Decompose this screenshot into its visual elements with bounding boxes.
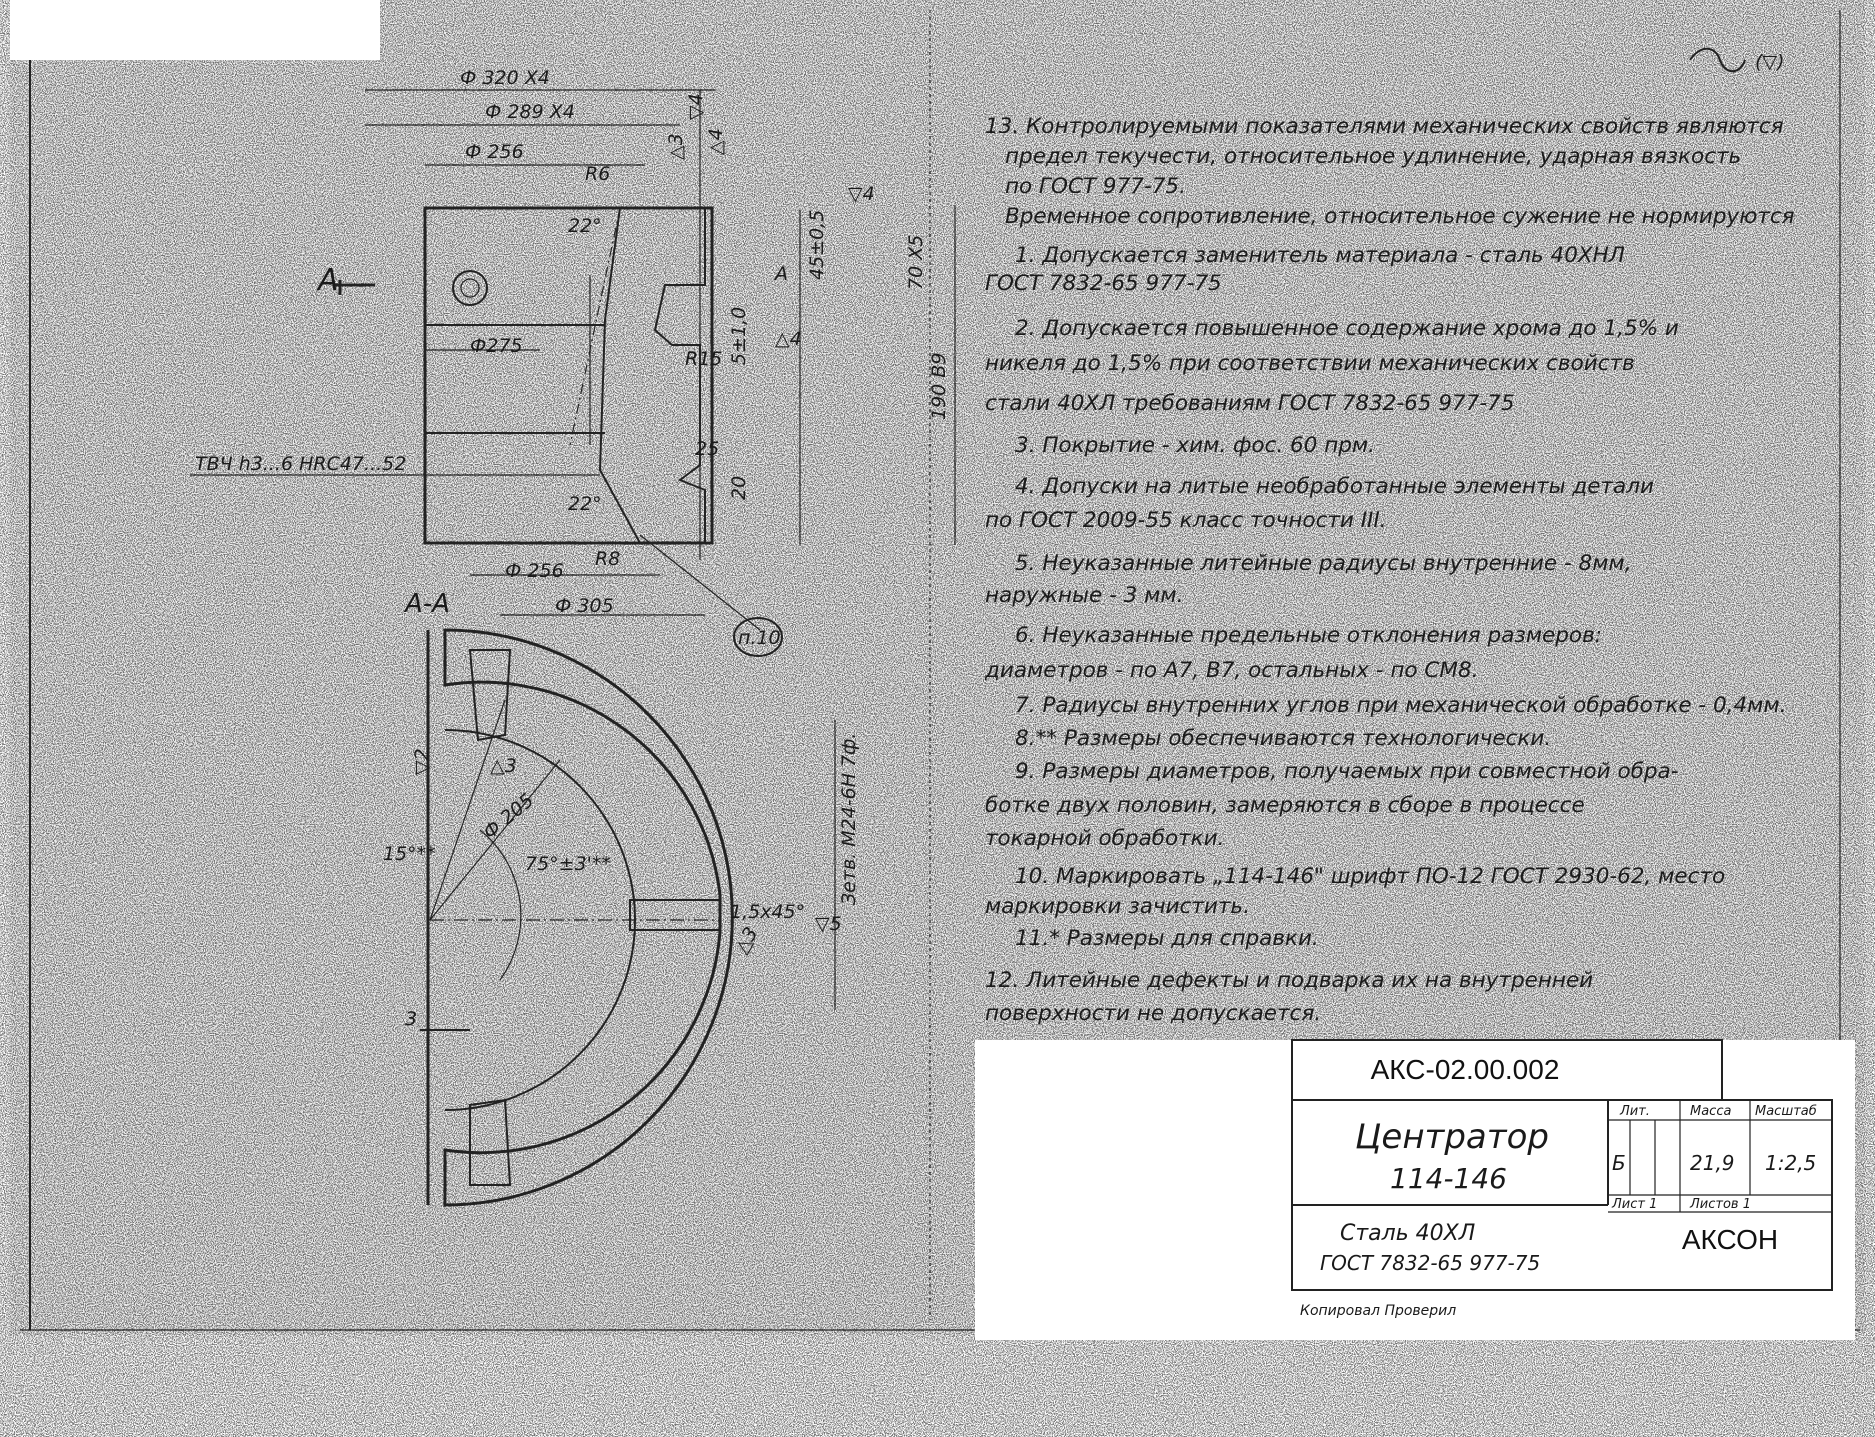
dim-5: 5±1,0 xyxy=(728,306,750,365)
leader-callout-label: п.10 xyxy=(738,627,781,649)
title-block-material-standard: ГОСТ 7832-65 977-75 xyxy=(1320,1251,1541,1275)
document-code: АКС-02.00.002 xyxy=(1370,1054,1560,1085)
surface-mark-1: ▽4 xyxy=(848,183,875,205)
dim-20: 20 xyxy=(728,475,750,500)
note-line: диаметров - по А7, В7, остальных - по СМ8. xyxy=(985,658,1479,683)
dim-d256-top: Ф 256 xyxy=(465,141,524,163)
note-line: 9. Размеры диаметров, получаемых при совместной обра- xyxy=(1015,759,1679,784)
title-block-sheets: Листов 1 xyxy=(1690,1197,1751,1212)
dim-45: 45±0,5 xyxy=(806,209,828,280)
note-line: стали 40ХЛ требованиям ГОСТ 7832-65 977-75 xyxy=(985,391,1515,416)
surface-mark-5: △4 xyxy=(775,328,802,350)
section-marker: А xyxy=(318,263,339,298)
dim-3: 3 xyxy=(405,1008,418,1030)
title-block-mass-header: Масса xyxy=(1690,1104,1732,1119)
dim-d305: Ф 305 xyxy=(555,595,614,617)
dim-r8: R8 xyxy=(595,548,621,570)
dim-d256-bottom: Ф 256 xyxy=(505,560,564,582)
note-line: наружные - 3 мм. xyxy=(985,583,1184,608)
dim-r15: R15 xyxy=(685,348,723,370)
side-thread-label: Зетв. М24-6Н 7ф. xyxy=(838,732,860,905)
note-line: ботке двух половин, замеряются в сборе в процессе xyxy=(985,793,1585,818)
organization-name: АКСОН xyxy=(1681,1224,1779,1255)
note-line: 6. Неуказанные предельные отклонения размеров: xyxy=(1015,623,1602,648)
note-line: токарной обработки. xyxy=(985,826,1225,851)
note-line: 5. Неуказанные литейные радиусы внутренние - 8мм, xyxy=(1015,551,1632,576)
note-line: 10. Маркировать „114-146" шрифт ПО-12 ГОСТ 2930-62, место xyxy=(1015,864,1726,889)
dim-angle-22-top: 22° xyxy=(568,215,602,237)
note-line: 2. Допускается повышенное содержание хрома до 1,5% и xyxy=(1015,316,1679,341)
dim-190: 190 В9 xyxy=(928,352,950,420)
white-patch-top xyxy=(10,0,380,60)
dim-angle-22-bottom: 22° xyxy=(568,493,602,515)
dim-d320: Ф 320 Х4 xyxy=(460,67,550,89)
surface-mark-7: △3 xyxy=(490,755,517,777)
title-block-part-name: Центратор xyxy=(1355,1117,1549,1157)
note-line: 1. Допускается заменитель материала - сталь 40ХНЛ xyxy=(1015,243,1625,268)
title-block-sheet: Лист 1 xyxy=(1612,1197,1658,1212)
title-block-scale-value: 1:2,5 xyxy=(1765,1151,1817,1175)
heat-treatment-label: ТВЧ h3...6 HRC47...52 xyxy=(195,453,407,475)
note-line: 11.* Размеры для справки. xyxy=(1015,926,1319,951)
note-line: Временное сопротивление, относительное сужение не нормируются xyxy=(1005,204,1795,229)
surface-mark-9: △3 xyxy=(730,923,763,958)
surface-mark-2: ▽4 xyxy=(685,93,707,120)
note-line: 3. Покрытие - хим. фос. 60 прм. xyxy=(1015,433,1375,458)
dim-25: 25 xyxy=(695,438,720,460)
section-title: А-А xyxy=(405,589,450,619)
dim-angle-15: 15°** xyxy=(383,843,436,865)
view-letter-a: А xyxy=(775,263,788,285)
title-block-scale-header: Масштаб xyxy=(1755,1104,1817,1119)
dim-d205: Ф 205 xyxy=(479,789,539,844)
note-line: 7. Радиусы внутренних углов при механической обработке - 0,4мм. xyxy=(1015,693,1787,718)
note-line: никеля до 1,5% при соответствии механических свойств xyxy=(985,351,1635,376)
title-block-part-number: 114-146 xyxy=(1390,1162,1507,1195)
title-block-lit-header: Лит. xyxy=(1620,1104,1650,1119)
footer-signatures: Копировал Проверил xyxy=(1300,1303,1457,1319)
note-line: поверхности не допускается. xyxy=(985,1001,1322,1026)
note-line: предел текучести, относительное удлинение, ударная вязкость xyxy=(1005,144,1742,169)
note-line: по ГОСТ 977-75. xyxy=(1005,174,1186,199)
note-line: 8.** Размеры обеспечиваются технологически. xyxy=(1015,726,1552,751)
corner-symbol: (▽) xyxy=(1755,51,1785,73)
title-block-lit-value: Б xyxy=(1612,1151,1626,1175)
dim-d289: Ф 289 Х4 xyxy=(485,101,575,123)
surface-mark-3: △3 xyxy=(665,133,687,160)
note-line: 4. Допуски на литые необработанные элементы детали xyxy=(1015,474,1654,499)
note-line: маркировки зачистить. xyxy=(985,894,1250,919)
note-line: 12. Литейные дефекты и подварка их на внутренней xyxy=(985,968,1594,993)
note-line: ГОСТ 7832-65 977-75 xyxy=(985,271,1222,296)
note-line: 13. Контролируемыми показателями механических свойств являются xyxy=(985,114,1784,139)
surface-mark-6: ▽2 xyxy=(411,748,433,775)
surface-mark-8: ▽5 xyxy=(815,913,842,935)
dim-chamfer: 1,5х45° xyxy=(730,901,806,923)
dim-angle-75: 75°±3'** xyxy=(525,853,611,875)
dim-70: 70 Х5 xyxy=(905,234,927,290)
note-line: по ГОСТ 2009-55 класс точности III. xyxy=(985,508,1387,533)
dim-d275: Ф275 xyxy=(470,335,523,357)
dim-r6: R6 xyxy=(585,163,611,185)
title-block-mass-value: 21,9 xyxy=(1690,1151,1735,1175)
surface-mark-4: △4 xyxy=(705,128,727,155)
title-block-material: Сталь 40ХЛ xyxy=(1340,1221,1476,1246)
